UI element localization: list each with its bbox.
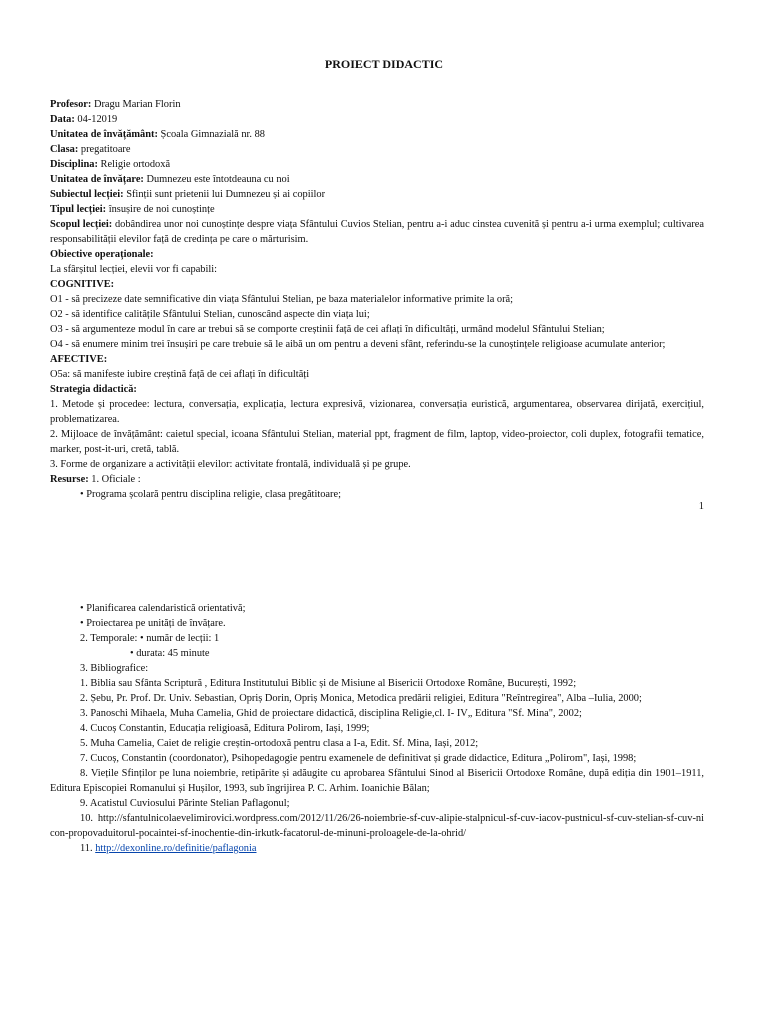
field-disciplina: Disciplina: Religie ortodoxă bbox=[50, 159, 171, 170]
field-unitatea-invatamant: Unitatea de învățământ: Școala Gimnazială nr. 88 bbox=[50, 129, 265, 140]
biblio-item-9: 9. Acatistul Cuviosului Părinte Stelian Paflagonul; bbox=[80, 798, 290, 809]
field-tipul: Tipul lecției: însușire de noi cunoștințe bbox=[50, 204, 215, 215]
biblio-item-8: 8. Viețile Sfinților pe luna noiembrie, retipărite și adăugite cu aprobarea Sfântului Sinod al Bisericii Ortodoxe Române, după ediția din 1901–1911, Editura Episcopiei Romanului și Hușilor, 1993, sub îngrijirea P. C. Arhim. Ioanichie Bălan; bbox=[50, 768, 704, 794]
resource-programa: • Programa școlară pentru disciplina religie, clasa pregătitoare; bbox=[80, 489, 341, 500]
objectives-heading: Obiective operaționale: bbox=[50, 249, 154, 260]
field-profesor: Profesor: Dragu Marian Florin bbox=[50, 99, 181, 110]
biblio-item-5: 5. Muha Camelia, Caiet de religie creștin-ortodoxă pentru clasa a I-a, Edit. Sf. Mina, Iași, 2012; bbox=[80, 738, 479, 749]
objective-o3: O3 - să argumenteze modul în care ar trebui să se comporte creștinii față de cei aflați în dificultăți, urmând modelul Sfântului Stelian; bbox=[50, 324, 605, 335]
resources-line: Resurse: 1. Oficiale : bbox=[50, 474, 141, 485]
objective-o2: O2 - să identifice calitățile Sfântului Stelian, cunoscând aspecte din viața lui; bbox=[50, 309, 370, 320]
resource-proiectarea: • Proiectarea pe unități de învățare. bbox=[80, 618, 226, 629]
field-clasa: Clasa: pregatitoare bbox=[50, 144, 131, 155]
biblio-item-4: 4. Cucoș Constantin, Educația religioasă, Editura Polirom, Iași, 1999; bbox=[80, 723, 370, 734]
resource-durata: • durata: 45 minute bbox=[130, 648, 210, 659]
strategy-means: 2. Mijloace de învățământ: caietul special, icoana Sfântului Stelian, material ppt, fragment de film, laptop, video-proiector, coli duplex, fotografii tematice, marker, post-it-uri, cretă, tablă. bbox=[50, 429, 704, 455]
objective-o1: O1 - să precizeze date semnificative din viața Sfântului Stelian, pe baza materialelor informative primite la oră; bbox=[50, 294, 514, 305]
field-unitatea-invatare: Unitatea de învățare: Dumnezeu este întotdeauna cu noi bbox=[50, 174, 290, 185]
biblio-item-10: 10. http://sfantulnicolaevelimirovici.wordpress.com/2012/11/26/26-noiembrie-sf-cuv-alipie-stalpnicul-sf-cuv-iacov-pustnicul-sf-cuv-stelian-sf-cuv-nicon-propovaduitorul-pocaintei-sf-inochentie-din-irkutk-facatorul-de-minuni-proloagele-de-la-ohrid/ bbox=[50, 813, 704, 839]
page-1-content bbox=[50, 97, 704, 502]
objectives-intro: La sfârșitul lecției, elevii vor fi capabili: bbox=[50, 264, 218, 275]
biblio-item-1: 1. Biblia sau Sfânta Scriptură , Editura Institutului Biblic și de Misiune al Bisericii Ortodoxe Române, București, 1992; bbox=[80, 678, 577, 689]
page-2-content bbox=[50, 601, 704, 856]
biblio-item-11: 11. http://dexonline.ro/definitie/paflagonia bbox=[80, 843, 257, 854]
document-page-2 bbox=[0, 590, 768, 1024]
cognitive-heading: COGNITIVE: bbox=[50, 279, 115, 290]
document-page-1 bbox=[0, 0, 768, 510]
strategy-methods: 1. Metode și procedee: lectura, conversația, explicația, lectura expresivă, vizionarea, conversația euristică, argumentarea, observarea dirijată, exercițiul, problematizarea. bbox=[50, 399, 704, 425]
affective-heading: AFECTIVE: bbox=[50, 354, 108, 365]
page-number: 1 bbox=[698, 501, 704, 512]
document-title: PROIECT DIDACTIC bbox=[324, 57, 444, 71]
field-subiectul: Subiectul lecției: Sfinții sunt prietenii lui Dumnezeu și ai copiilor bbox=[50, 189, 326, 200]
resource-planificarea: • Planificarea calendaristică orientativă; bbox=[80, 603, 246, 614]
field-scopul: Scopul lecției: dobândirea unor noi cunoștințe despre viața Sfântului Cuvios Stelian, pentru a-i aduc cinstea cuvenită și pentru a-i urma exemplul; cultivarea responsabilității elevilor față de credința pe care o mărturisim. bbox=[50, 219, 705, 245]
field-data: Data: 04-12019 bbox=[50, 114, 118, 125]
strategy-heading: Strategia didactică: bbox=[50, 384, 137, 395]
biblio-heading: 3. Bibliografice: bbox=[80, 663, 149, 674]
biblio-item-3: 3. Panoschi Mihaela, Muha Camelia, Ghid de proiectare didactică, disciplina Religie,cl. I- IV„ Editura "Sf. Mina", 2002; bbox=[80, 708, 582, 719]
objective-o5a: O5a: să manifeste iubire creștină față de cei aflați în dificultăți bbox=[50, 369, 310, 380]
biblio-item-7: 7. Cucoș, Constantin (coordonator), Psihopedagogie pentru examenele de definitivat și grade didactice, Editura „Polirom", Iași, 1998; bbox=[80, 753, 637, 764]
resource-temporale: 2. Temporale: • număr de lecții: 1 bbox=[80, 633, 220, 644]
objective-o4: O4 - să enumere minim trei însușiri pe care trebuie să le aibă un om pentru a deveni sfânt, referindu-se la cunoștințele religioase acumulate anterior; bbox=[50, 339, 666, 350]
dexonline-link[interactable]: http://dexonline.ro/definitie/paflagonia bbox=[95, 843, 257, 854]
biblio-item-2: 2. Șebu, Pr. Prof. Dr. Univ. Sebastian, Opriș Dorin, Opriș Monica, Metodica predării religiei, Editura "Reîntregirea", Alba –Iulia, 2000; bbox=[80, 693, 642, 704]
strategy-forms: 3. Forme de organizare a activității elevilor: activitate frontală, individuală și pe grupe. bbox=[50, 459, 411, 470]
